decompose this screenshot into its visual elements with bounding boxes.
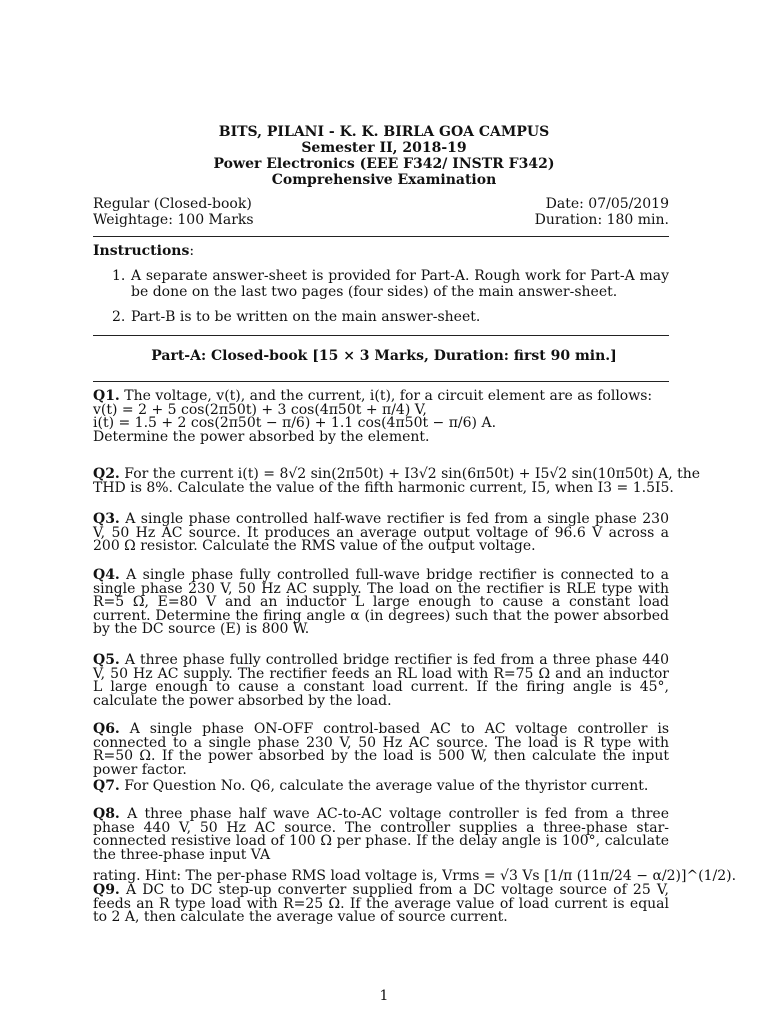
institution-title: BITS, PILANI - K. K. BIRLA GOA CAMPUS [218, 124, 550, 140]
exam-duration: Duration: 180 min. [534, 212, 669, 228]
exam-weightage: Weightage: 100 Marks [93, 212, 254, 228]
hint-formula: rating. Hint: The per-phase RMS load voltage is, Vrms = √3 Vs [1/π (11π/24 − α/2)]^(1/2). [93, 868, 737, 885]
question-q9: Q9. A DC to DC step-up converter supplied from a DC voltage source of 25 V, feeds an R type load with R=25 Ω. If the average value of load current is equal to 2 A, then calculate the average value of source current. [93, 882, 670, 926]
question-q7: Q7. For Question No. Q6, calculate the average value of the thyristor current. [93, 778, 649, 794]
question-q2: Q2. For the current i(t) = 8√2 sin(2π50t) + I3√2 sin(6π50t) + I5√2 sin(10π50t) A, the THD is 8%. Calculate the value of the fifth harmonic current, I5, when I3 = 1.5I5. [93, 466, 701, 496]
divider [93, 236, 669, 237]
question-q4: Q4. A single phase fully controlled full-wave bridge rectifier is connected to a single phase 230 V, 50 Hz AC supply. The load on the rectifier is RLE type with R=5 Ω, E=80 V and an inductor L large enough to cause a constant load current. Determine the firing angle α (in degrees) such that the power absorbed by the DC source (E) is 800 W. [93, 567, 669, 638]
page-number: 1 [379, 988, 389, 1004]
divider [93, 381, 669, 382]
exam-meta [93, 196, 669, 228]
exam-type: Comprehensive Examination [271, 172, 497, 188]
question-q3: Q3. A single phase controlled half-wave rectifier is fed from a single phase 230 V, 50 Hz AC source. It produces an average output voltage of 96.6 V across a 200 Ω resistor. Calculate the RMS value of the output voltage. [93, 511, 669, 555]
question-q5: Q5. A three phase fully controlled bridge rectifier is fed from a three phase 440 V, 50 Hz AC supply. The rectifier feeds an RL load with R=75 Ω and an inductor L large enough to cause a constant load current. If the firing angle is 45°, calculate the power absorbed by the load. [93, 652, 670, 709]
exam-date: Date: 07/05/2019 [545, 196, 669, 212]
exam-header [0, 124, 768, 188]
instructions-heading: Instructions: [93, 243, 195, 259]
course-title: Power Electronics (EEE F342/ INSTR F342) [213, 156, 555, 172]
question-q1: Q1. The voltage, v(t), and the current, i(t), for a circuit element are as follows: v(t) = 2 + 5 cos(2π50t) + 3 cos(4π50t + π/4) V, i(t) = 1.5 + 2 cos(2π50t − π/6) + 1.1 cos(4π50t − π/6) A. Determine the power absorbed by the element. [93, 390, 669, 444]
voltage-equation: v(t) = 2 + 5 cos(2π50t) + 3 cos(4π50t + π/4) V, [93, 401, 427, 418]
question-q6: Q6. A single phase ON-OFF control-based AC to AC voltage controller is connected to a single phase 230 V, 50 Hz AC source. The load is R type with R=50 Ω. If the power absorbed by the load is 500 W, then calculate the input power factor. [93, 721, 669, 778]
semester-line: Semester II, 2018-19 [301, 140, 467, 156]
current-equation: i(t) = 1.5 + 2 cos(2π50t − π/6) + 1.1 cos(4π50t − π/6) A. [93, 415, 497, 432]
instructions-list [112, 268, 669, 334]
divider [93, 335, 669, 336]
list-item: 2. Part-B is to be written on the main answer-sheet. [112, 309, 481, 325]
list-item: 1. A separate answer-sheet is provided for Part-A. Rough work for Part-A may be done on the last two pages (four sides) of the main answer-sheet. [112, 268, 669, 300]
exam-mode: Regular (Closed-book) [93, 196, 252, 212]
question-q8: Q8. A three phase half wave AC-to-AC voltage controller is fed from a three phase 440 V, 50 Hz AC source. The controller supplies a three-phase star-connected resistive load of 100 Ω per phase. If the delay angle is 100°, calculate the three-phase input VA rating. Hint: The per-phase RMS load voltage is, Vrms = √3 Vs [1/π (11π/24 − α/2)]^(1/2). [93, 806, 737, 885]
part-a-title: Part-A: Closed-book [15 × 3 Marks, Duration: first 90 min.] [151, 348, 617, 364]
